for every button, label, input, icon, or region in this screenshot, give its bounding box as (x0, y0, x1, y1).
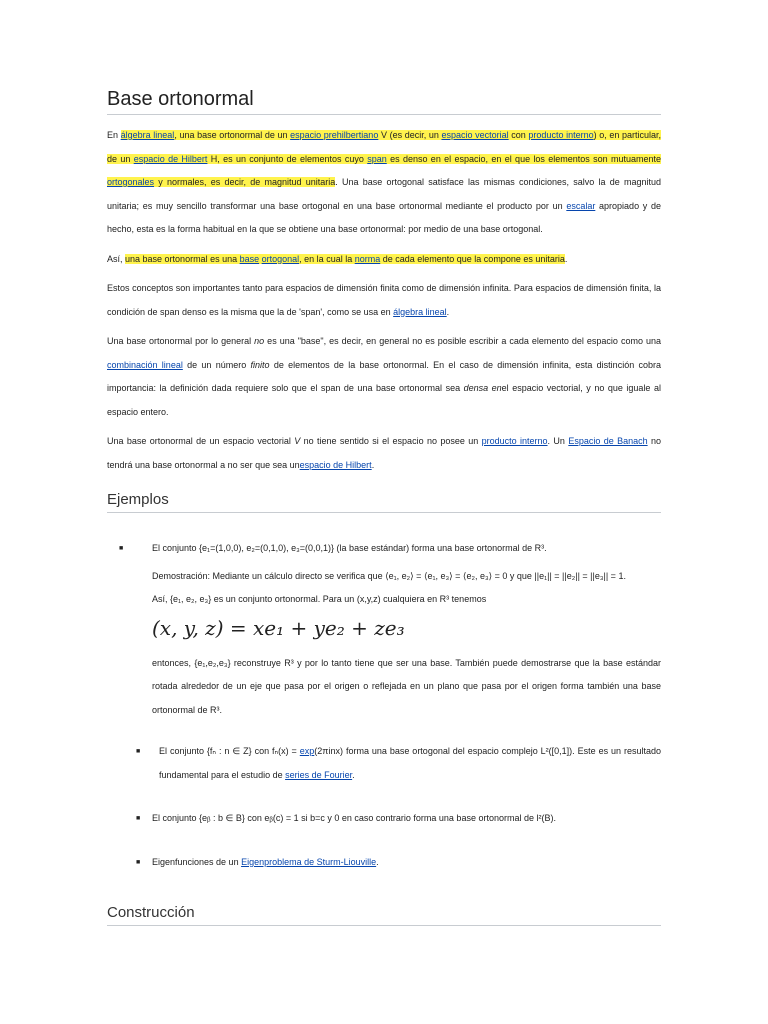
bullet-icon: ■ (136, 858, 141, 866)
example-3-text: El conjunto {eᵦ : b ∈ B} con eᵦ(c) = 1 si b=c y 0 en caso contrario forma una base ortonormal de l²(B). (152, 813, 556, 823)
example-1-statement: El conjunto {e₁=(1,0,0), e₂=(0,1,0), e₃=(0,0,1)} (la base estándar) forma una base ortonormal de R³. (152, 543, 547, 553)
example-4-text: Eigenfunciones de un Eigenproblema de Sturm-Liouville. (152, 856, 379, 867)
example-1-conclusion: entonces, {e₁,e₂,e₃} reconstruye R³ y por lo tanto tiene que ser una base. También puede demostrarse que la base estándar rotada alrededor de un eje que pasa por el origen o reflejada en un plano que pasa por el origen forma también una base ortonormal de R³. (152, 657, 661, 715)
list-item-example-2 (107, 740, 661, 787)
list-item-example-3 (107, 807, 661, 831)
highlight: una base ortonormal es una base ortogonal, en la cual la norma de cada elemento que la compone es unitaria (125, 253, 565, 264)
list-item-example-1 (107, 537, 661, 722)
link-espacio-de-hilbert[interactable]: espacio de Hilbert (133, 153, 208, 164)
link-producto-interno-2[interactable]: producto interno (481, 436, 548, 446)
example-1-demostracion: Demostración: Mediante un cálculo directo se verifica que ⟨e₁, e₂⟩ = ⟨e₁, e₃⟩ = ⟨e₂, e₃⟩ = 0 y que ||e₁|| = ||e₂|| = ||e₃|| = 1. (152, 570, 626, 581)
example-2-text: El conjunto {fₙ : n ∈ Z} con fₙ(x) = exp(2πinx) forma una base ortogonal del espacio complejo L²([0,1]). Este es un resultado fundamental para el estudio de series de Fourier. (159, 746, 661, 780)
link-span[interactable]: span (367, 153, 387, 164)
link-exp[interactable]: exp (299, 746, 315, 756)
bullet-icon: ■ (136, 748, 141, 755)
link-ortogonales[interactable]: ortogonales (107, 177, 155, 187)
link-norma[interactable]: norma (354, 253, 381, 264)
link-combinacion-lineal[interactable]: combinación lineal (107, 359, 183, 370)
link-espacio-de-hilbert-2[interactable]: espacio de Hilbert (299, 459, 372, 470)
link-espacio-prehilbertiano[interactable]: espacio prehilbertiano (290, 130, 379, 140)
section-heading-construccion: Construcción (107, 904, 661, 926)
paragraph-banach: Una base ortonormal de un espacio vectorial V no tiene sentido si el espacio no posee un producto interno. Un Espacio de Banach no tendrá una base ortonormal a no ser que sea unespacio de Hilbert. (107, 436, 662, 470)
link-espacio-de-banach[interactable]: Espacio de Banach (568, 436, 648, 446)
paragraph-asi: Así, una base ortonormal es una base ortogonal, en la cual la norma de cada elemento que la compone es unitaria. (107, 253, 568, 264)
link-algebra-lineal[interactable]: álgebra lineal (120, 130, 175, 140)
example-1-asi: Así, {e₁, e₂, e₃} es un conjunto ortonormal. Para un (x,y,z) cualquiera en R³ tenemos (152, 594, 487, 604)
equation-formula: (x, y, z) = xe₁ + ye₂ + ze₃ (152, 615, 405, 640)
paragraph-no-base: Una base ortonormal por lo general no es una "base", es decir, en general no es posible escribir a cada elemento del espacio como una combinación lineal de un número finito de elementos de la base ortonormal. En el caso de dimensión infinita, esta distinción cobra importancia: la definición dada requiere solo que el span de una base ortonormal sea densa enel espacio vectorial, y no que iguale al espacio entero. (107, 336, 661, 417)
link-producto-interno[interactable]: producto interno (528, 130, 594, 140)
link-series-de-fourier[interactable]: series de Fourier (285, 769, 353, 780)
link-escalar[interactable]: escalar (566, 200, 596, 211)
link-algebra-lineal-2[interactable]: álgebra lineal (393, 306, 447, 317)
link-base[interactable]: base (239, 253, 260, 264)
page-title: Base ortonormal (107, 88, 661, 115)
highlight: álgebra lineal, una base ortonormal de un espacio prehilbertiano V (es decir, un espacio vectorial con producto interno) o, en particular, de un espacio de Hilbert H, es un conjunto de elementos cuyo span es denso en el espacio, en el que los elementos son mutuamente ortogonales y normales, es decir, de magnitud unitaria (107, 130, 662, 187)
paragraph-conceptos: Estos conceptos son importantes tanto para espacios de dimensión finita como de dimensión infinita. Para espacios de dimensión finita, la condición de span denso es la misma que la de 'span', como se usa en álgebra lineal. (107, 283, 661, 317)
bullet-icon: ■ (119, 545, 124, 552)
list-item-example-4 (107, 851, 661, 875)
link-ortogonal[interactable]: ortogonal (261, 253, 300, 264)
section-heading-ejemplos: Ejemplos (107, 491, 661, 513)
link-espacio-vectorial[interactable]: espacio vectorial (441, 130, 509, 140)
article-content (107, 88, 661, 926)
bullet-icon: ■ (136, 815, 141, 822)
paragraph-intro: En álgebra lineal, una base ortonormal de un espacio prehilbertiano V (es decir, un espacio vectorial con producto interno) o, en particular, de un espacio de Hilbert H, es un conjunto de elementos cuyo span es denso en el espacio, en el que los elementos son mutuamente ortogonales y normales, es decir, de magnitud unitaria. Una base ortogonal satisface las mismas condiciones, salvo la de magnitud unitaria; es muy sencillo transformar una base ortogonal en una base ortonormal mediante el producto por un escalar apropiado y de hecho, esta es la forma habitual en la que se obtiene una base ortonormal: por medio de una base ortogonal. (107, 130, 662, 234)
link-eigenproblema-sturm-liouville[interactable]: Eigenproblema de Sturm-Liouville (241, 856, 377, 867)
